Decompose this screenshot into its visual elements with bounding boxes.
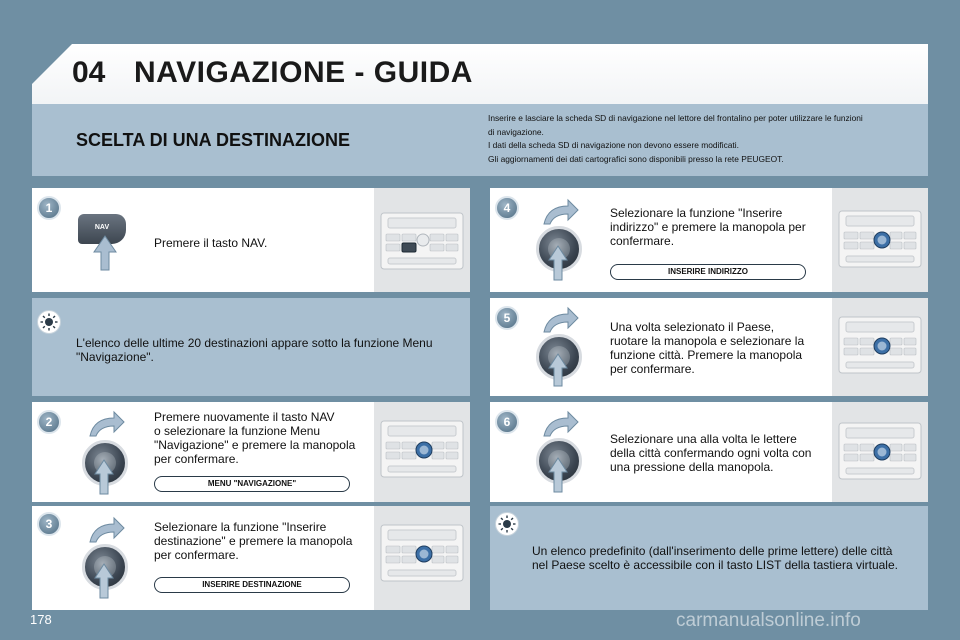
step-2-line: Premere nuovamente il tasto NAV — [154, 410, 335, 424]
step-2-line: per confermare. — [154, 452, 239, 466]
tip-2-line: nel Paese scelto è accessibile con il tasto LIST della tastiera virtuale. — [532, 558, 898, 572]
watermark: carmanualsonline.info — [676, 610, 861, 631]
tip-1-lightbulb-icon — [37, 310, 61, 334]
step-1-badge: 1 — [37, 196, 61, 220]
radio-panel-knob-illustration — [838, 210, 922, 268]
step-3-line: per confermare. — [154, 548, 239, 562]
inserire-indirizzo-label: INSERIRE INDIRIZZO — [610, 264, 806, 280]
tip-2-line: Un elenco predefinito (dall'inserimento delle prime lettere) delle città — [532, 544, 893, 558]
radio-panel-knob-illustration — [838, 422, 922, 480]
inserire-destinazione-label: INSERIRE DESTINAZIONE — [154, 577, 350, 593]
radio-panel-knob-illustration — [838, 316, 922, 374]
step-6-line: una pressione della manopola. — [610, 460, 774, 474]
step-2-text — [154, 410, 355, 466]
step-6-line: Selezionare una alla volta le lettere — [610, 432, 797, 446]
step-2-line: o selezionare la funzione Menu — [154, 424, 321, 438]
step-4-text — [610, 206, 806, 248]
rotate-arrow-icon — [540, 410, 580, 438]
press-arrow-icon — [547, 456, 569, 494]
step-1-text — [154, 236, 267, 250]
step-2-badge: 2 — [37, 410, 61, 434]
rotate-arrow-icon — [540, 198, 580, 226]
step-6-line: della città confermando ogni volta con — [610, 446, 812, 460]
step-6-text — [610, 432, 811, 474]
step-1-line: Premere il tasto NAV. — [154, 236, 268, 250]
step-4-line: confermare. — [610, 234, 675, 248]
step-3-text — [154, 520, 352, 562]
step-4-badge: 4 — [495, 196, 519, 220]
page-title: NAVIGAZIONE - GUIDA — [134, 56, 473, 89]
menu-navigazione-label: MENU "NAVIGAZIONE" — [154, 476, 350, 492]
press-arrow-icon — [547, 244, 569, 282]
radio-panel-nav-illustration — [380, 212, 464, 270]
rotate-arrow-icon — [86, 410, 126, 438]
intro-line: di navigazione. — [488, 126, 544, 137]
step-2-line: "Navigazione" e premere la manopola — [154, 438, 356, 452]
radio-panel-knob-illustration — [380, 420, 464, 478]
nav-key-icon: NAV — [78, 214, 126, 244]
tip-1-text — [76, 336, 433, 364]
tip-2-text — [532, 544, 898, 572]
step-4-line: Selezionare la funzione "Inserire — [610, 206, 783, 220]
press-arrow-icon — [93, 458, 115, 496]
step-6-badge: 6 — [495, 410, 519, 434]
step-4-line: indirizzo" e premere la manopola per — [610, 220, 806, 234]
step-5-line: ruotare la manopola e selezionare la — [610, 334, 805, 348]
intro-line: Inserire e lasciare la scheda SD di navigazione nel lettore del frontalino per poter utilizzare le funzioni — [488, 113, 863, 123]
press-arrow-icon — [92, 234, 118, 272]
step-3-line: destinazione" e premere la manopola — [154, 534, 353, 548]
step-5-line: Una volta selezionato il Paese, — [610, 320, 775, 334]
tip-1-line: "Navigazione". — [76, 350, 154, 364]
step-3-badge: 3 — [37, 512, 61, 536]
tip-1-line: L'elenco delle ultime 20 destinazioni appare sotto la funzione Menu — [76, 336, 433, 350]
intro-line: I dati della scheda SD di navigazione non devono essere modificati. — [488, 140, 739, 150]
step-5-badge: 5 — [495, 306, 519, 330]
step-3-line: Selezionare la funzione "Inserire — [154, 520, 327, 534]
rotate-arrow-icon — [540, 306, 580, 334]
step-5-line: per confermare. — [610, 362, 695, 376]
intro-text — [488, 112, 918, 166]
rotate-arrow-icon — [86, 516, 126, 544]
radio-panel-knob-illustration — [380, 524, 464, 582]
press-arrow-icon — [547, 352, 569, 388]
intro-line: Gli aggiornamenti dei dati cartografici sono disponibili presso la rete PEUGEOT. — [488, 153, 784, 164]
step-5-text — [610, 320, 804, 376]
chapter-number: 04 — [72, 56, 106, 89]
section-title: SCELTA DI UNA DESTINAZIONE — [76, 130, 350, 150]
press-arrow-icon — [93, 562, 115, 600]
page-number: 178 — [30, 612, 52, 627]
step-5-line: funzione città. Premere la manopola — [610, 348, 803, 362]
tip-2-lightbulb-icon — [495, 512, 519, 536]
